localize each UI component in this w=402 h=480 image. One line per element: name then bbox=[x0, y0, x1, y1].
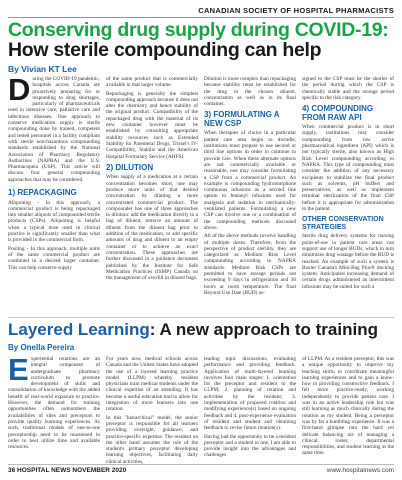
page-number: 36 HOSPITAL NEWS NOVEMBER 2020 bbox=[8, 467, 127, 474]
paragraph: xperiential rotations are an integral component of undergraduate pharmacy curriculum to promote development of skills and consolidation of knowledge with the added benefit of real-world exposure to practice. However, the demand for training opportunities often outnumbers the availabilities of sites and preceptors to provide quality learning experiences. As such, traditional models of one-to-one preceptorship need to be reassessed in order to best utilize time and available resources. bbox=[8, 356, 100, 451]
subheading-other-strategies: OTHER CONSERVATION STRATEGIES bbox=[302, 216, 384, 231]
page-footer bbox=[8, 464, 394, 474]
subheading-dilution: 2) DILUTION bbox=[106, 162, 154, 172]
paragraph: signed to the CSP must be the shorter of the period during which the CSP is chemically stable and the storage period specific to the risk category. bbox=[302, 76, 394, 101]
section-header: CANADIAN SOCIETY OF HOSPITAL PHARMACISTS bbox=[8, 6, 394, 18]
paragraph: Dilution is more complex than repackaging because stability must be established for the drug in the chosen diluent, concentration as well as in its final container. bbox=[204, 76, 296, 108]
footer-url: www.hospitalnews.com bbox=[326, 467, 394, 474]
subheading-raw-api: 4) COMPOUNDING FROM RAW API bbox=[302, 104, 374, 122]
article-body bbox=[8, 76, 394, 300]
drop-cap: E bbox=[8, 356, 29, 387]
headline-line-1: Conserving drug supply during COVID-19: bbox=[8, 19, 389, 41]
headline-highlight: Layered Learning bbox=[8, 320, 150, 339]
headline-line-2: How sterile compounding can help bbox=[8, 39, 322, 61]
paragraph: Having had the opportunity to be a resident preceptor and a student to one, I am able to provide insight into the advantages and challenges bbox=[204, 433, 296, 459]
paragraph: When commercial product is in short supply, institutions may consider compounding from raw active pharmaceutical ingredient (API) which is not typically sterile, also known as High Risk Level compounding according to NAPRA. This type of compounding must consider the addition of any necessary excipients to stabilize the final product such as solvents, pH buffers and preservatives, as well as implement terminal sterilization of the final CSP before it is appropriate for administration to the patient. bbox=[302, 124, 394, 213]
article-2-column-1 bbox=[8, 356, 100, 452]
paragraph: leading topic discussions, evaluating performance and providing feedback. Application of multi-layered learning involves four main stages: 1. orientation for the preceptor and resident to the LLPM; 2. planning of rotation and activities by the resident; 3. implementation of proposed rotation and modifying experience(s) based on ongoing feedback and 4. post-experience evaluation of resident and student and obtaining feedback to revise future rotation(s). bbox=[204, 356, 296, 432]
paragraph: Aliquoting - In this approach, a commercial product is being repackaged into smaller aliquots of compounded sterile products (CSPs). Aliquoting is helpful when a typical dose used in clinical practice is significantly smaller than what is provided in the commercial form. bbox=[8, 199, 100, 244]
headline-rest: A new approach to training bbox=[155, 320, 378, 339]
paragraph: Pooling - In this approach, multiple units of the same commercial product are combined in a desired larger container. This can help conserve supply bbox=[8, 245, 100, 271]
article-2-column-4 bbox=[302, 356, 394, 459]
article-2-byline: By Onella Pereira bbox=[8, 343, 75, 352]
paragraph: of LLPM. As a resident preceptor, this was a unique opportunity to improve my teaching skills, to coordinate meaningful learning experiences and to gain a know-how to providing constructive feedback. I felt more practice-ready, working independently to provide patient care. I was in an active leadership role but was still learning as much clinically during the rotation as my student. Being a preceptor was by far a humbling experience. It was a first-hand glimpse into the hard yet delicate balancing act of managing a clinical roster, departmental responsibilities, and student learning at the same time. bbox=[302, 356, 394, 457]
headline-colon: : bbox=[149, 320, 156, 339]
article-column-4 bbox=[302, 76, 394, 292]
article-2-column-2 bbox=[106, 356, 198, 467]
paragraph: All of the above methods involve handling of multiple doses. Therefore, from the perspective of product sterility, they are categorized as Medium Risk Level compounding according to NAPRA standards. Medium Risk CSPs are permitted to have storage periods not exceeding 9 days in refrigeration and 30 hours at room temperature. The final Beyond Use Date (BUD) as- bbox=[204, 233, 296, 296]
article-2-headline bbox=[8, 320, 394, 339]
paragraph: In this "hierarchical" model, the senior preceptor is responsible for all learners providing oversight, guidance, and practice-specific expertise. The resident on the other hand assumes the role of the student's primary preceptor developing learning objectives, facilitating daily clinical activities, bbox=[106, 414, 198, 465]
article-byline: By Vivian KT Lee bbox=[8, 64, 77, 74]
paragraph: Repackaging is generally the simplest compounding approach because it does not alter the chemistry and hence stability of the original product. Compatibility of the repackaged drug with the material of its new container however must be established by consulting appropriate stability resources such as Extended Stability for Parenteral Drugs, Trissel's IV-Compatibility, Stabilis and the American Hospital Formulary Service (AHFS). bbox=[106, 90, 198, 160]
drop-cap: D bbox=[8, 76, 31, 107]
article-divider bbox=[8, 317, 394, 318]
subheading-repackaging: 1) REPACKAGING bbox=[8, 188, 77, 198]
paragraph: When supply of a medication at a certain concentration becomes short, one may produce more units of that desired concentration by diluting a more concentrated commercial product. The compounder has one of three approaches to dilution: add the medication directly to a bag of diluent, remove an amount of diluent from the diluent bag prior to addition of the medication, or add specific amounts of drug and diluent to an empty container or to achieve an exact concentration. These approaches are further discussed in a guidance document published by the Institute for Safe Medication Practices (ISMP) Canada on the management of overfill in diluent bags. bbox=[106, 174, 198, 282]
paragraph: of the same product that is commercially available in that larger volume. bbox=[106, 76, 198, 89]
article-headline bbox=[8, 20, 394, 60]
article-column-1 bbox=[8, 76, 100, 273]
article-column-3 bbox=[204, 76, 296, 298]
paragraph: uring the COVID-19 pandemic, hospitals across Canada are proactively preparing for or responding to drug shortages, particularly of pharmaceuticals used in intensive care, palliative care and infectious diseases. One approach to conserve medication supply is sterile compounding done by trained, competent and tested personnel in a facility compliant with sterile non-hazardous compounding standards established by the National Association of Pharmacy Regulatory Authorities (NAPRA) and the U.S. Pharmacopeia (USP). This article will discuss four general compounding approaches that may be considered. bbox=[8, 76, 100, 183]
paragraph: When therapies of choice in a particular patient care area begin to dwindle, institutions must prepare to use second or third line options in order to continue to provide care. When these alternate options are not commercially available or reasonable, one may consider formulating a CSP from a commercial product. An example is compounding hydromorphone continuous infusions as a second line option to fentanyl infusions used for analgesia and sedation in mechanically-ventilated patients. Formulating a new CSP can involve one or a combination of the compounding methods discussed above. bbox=[204, 130, 296, 231]
article-2-column-3 bbox=[204, 356, 296, 461]
paragraph: For years now, medical schools across Canada and the United States have adopted the use of a layered learning practice model (LLPM) whereby resident physicians train medical students under the clinical expertise of an attending. It has become a useful education tool to allow for integration of more learners into one rotation. bbox=[106, 356, 198, 413]
article-2-body bbox=[8, 356, 394, 465]
subheading-formulating: 3) FORMULATING A NEW CSP bbox=[204, 110, 280, 128]
article-column-2 bbox=[106, 76, 198, 283]
paragraph: Sterile drug delivery systems for nursing point-of-use in patient care areas can support use of longer BUDs, which in turn minimizes drug wastage before the BUD is reached. An example of such a system is Baxter Canada's Mini-Bag Plus® docking system. Anticipated increasing demand of certain drugs administered as intermittent infusions may be suited for such a bbox=[302, 233, 394, 290]
